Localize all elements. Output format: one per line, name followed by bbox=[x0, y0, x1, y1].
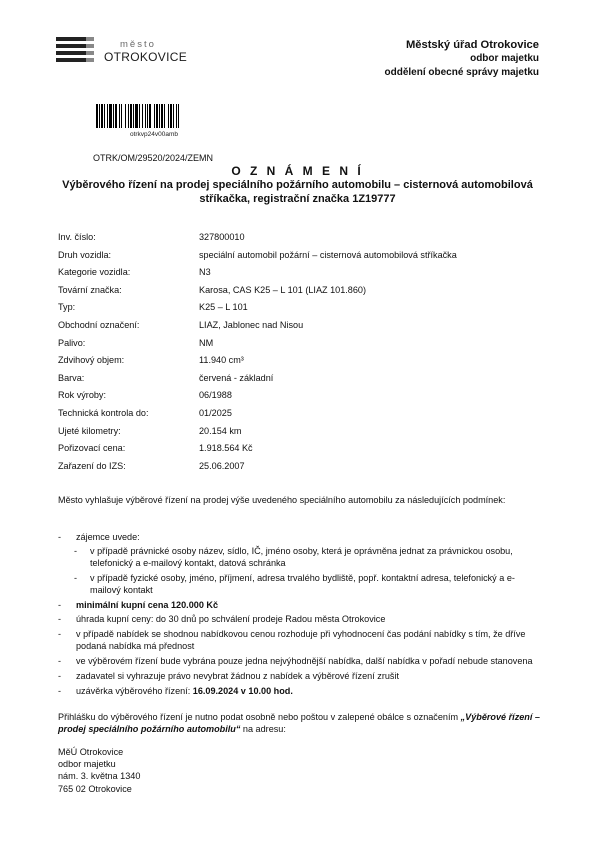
spec-label: Kategorie vozidla: bbox=[58, 267, 131, 278]
list-item: - minimální kupní cena 120.000 Kč bbox=[58, 599, 219, 610]
address-line-2: odbor majetku bbox=[58, 759, 116, 770]
spec-label: Barva: bbox=[58, 372, 85, 383]
spec-value: 25.06.2007 bbox=[199, 460, 245, 471]
barcode-text: otrkvp24v00amb bbox=[129, 131, 179, 138]
address-line-4: 765 02 Otrokovice bbox=[58, 783, 132, 794]
postal-address bbox=[58, 746, 140, 795]
list-item: - zájemce uvede: - v případě právnické osoby název, sídlo, IČ, jméno osoby, která je oprávněna jednat za právnickou osobu, telefonický a e-mailový kontakt, datová schránka - v případě fyzické osoby, jméno, příjmení, adresa trvalého bydliště, popř. kontaktní adresa, telefonický a e-mailový kontakt bbox=[58, 531, 540, 596]
address-line-3: nám. 3. května 1340 bbox=[58, 771, 141, 782]
document-subtitle: Výběrového řízení na prodej speciálního požárního automobilu – cisternová automobilová stříkačka, registrační značka 1Z19777 bbox=[62, 179, 533, 206]
department-name: odbor majetku bbox=[470, 53, 539, 64]
city-logo bbox=[56, 34, 188, 66]
condition-deadline: 16.09.2024 v 10.00 hod. bbox=[192, 685, 293, 696]
spec-label: Zařazení do IZS: bbox=[58, 460, 126, 471]
spec-value: 20.154 km bbox=[199, 425, 242, 436]
condition-deadline-prefix: uzávěrka výběrového řízení: bbox=[76, 685, 193, 696]
office-header bbox=[385, 38, 540, 79]
spec-label: Pořizovací cena: bbox=[58, 443, 126, 454]
condition-reserve-right: zadavatel si vyhrazuje právo nevybrat žádnou z nabídek a výběrové řízení zrušit bbox=[76, 671, 400, 681]
logo-mark-icon bbox=[56, 34, 102, 64]
conditions-list bbox=[58, 531, 540, 700]
spec-label: Inv. číslo: bbox=[58, 232, 96, 242]
condition-natural-person: v případě fyzické osoby, jméno, příjmení, adresa trvalého bydliště, popř. kontaktní adresa, telefonický a e-mailový kontakt bbox=[90, 572, 515, 595]
spec-label: Obchodní označení: bbox=[58, 319, 140, 330]
spec-label: Druh vozidla: bbox=[58, 249, 112, 260]
spec-value: speciální automobil požární – cisternová automobilová stříkačka bbox=[199, 249, 457, 260]
sub-list-item: - v případě fyzické osoby, jméno, příjmení, adresa trvalého bydliště, popř. kontaktní adresa, telefonický a e-mailový kontakt bbox=[74, 572, 515, 595]
spec-label: Rok výroby: bbox=[58, 390, 107, 401]
spec-value: N3 bbox=[199, 267, 211, 278]
reference-number: OTRK/OM/29520/2024/ZEMN bbox=[93, 153, 214, 163]
spec-value: Karosa, CAS K25 – L 101 (LIAZ 101.860) bbox=[199, 284, 366, 295]
envelope-marking: „Výběrové řízení – prodej speciálního požárního automobilu“ bbox=[58, 712, 540, 735]
condition-payment: úhrada kupní ceny: do 30 dnů po schválení prodeje Radou města Otrokovice bbox=[76, 614, 386, 625]
spec-label: Ujeté kilometry: bbox=[58, 425, 121, 436]
spec-label: Typ: bbox=[58, 302, 76, 313]
spec-label: Palivo: bbox=[58, 337, 86, 348]
intro-paragraph: Město vyhlašuje výběrové řízení na prodej výše uvedeného speciálního automobilu za následujících podmínek: bbox=[58, 495, 506, 505]
spec-value: LIAZ, Jablonec nad Nisou bbox=[199, 319, 304, 330]
section-name: oddělení obecné správy majetku bbox=[384, 66, 539, 78]
spec-value: NM bbox=[199, 337, 214, 348]
spec-value: 11.940 cm³ bbox=[199, 355, 244, 366]
condition-legal-person: v případě právnické osoby název, sídlo, IČ, jméno osoby, která je oprávněna jednat za právnickou osobu, telefonický a e-mailový kontakt, datová schránka bbox=[90, 546, 513, 569]
apply-suffix: na adresu: bbox=[240, 724, 286, 735]
spec-label: Zdvihový objem: bbox=[58, 355, 125, 366]
spec-value: 01/2025 bbox=[199, 407, 232, 418]
logo-big-text: OTROKOVICE bbox=[104, 50, 188, 64]
condition-one-offer: ve výběrovém řízení bude vybrána pouze jedna nejvýhodnější nabídka, další nabídka v pořadí nebude stanovena bbox=[76, 656, 533, 667]
spec-value: 327800010 bbox=[199, 232, 245, 242]
barcode bbox=[96, 104, 212, 128]
spec-value: K25 – L 101 bbox=[199, 302, 248, 313]
condition-interest: zájemce uvede: bbox=[76, 532, 140, 542]
list-item: - ve výběrovém řízení bude vybrána pouze jedna nejvýhodnější nabídka, další nabídka v pořadí nebude stanovena bbox=[58, 656, 533, 667]
spec-label: Tovární značka: bbox=[58, 284, 122, 295]
list-item: - úhrada kupní ceny: do 30 dnů po schválení prodeje Radou města Otrokovice bbox=[58, 614, 386, 625]
logo-small-text: město bbox=[120, 39, 156, 50]
application-paragraph bbox=[58, 711, 540, 736]
spec-value: 1.918.564 Kč bbox=[199, 443, 253, 454]
sub-list-item: - v případě právnické osoby název, sídlo, IČ, jméno osoby, která je oprávněna jednat za právnickou osobu, telefonický a e-mailový kontakt, datová schránka bbox=[74, 546, 513, 569]
list-item: - uzávěrka výběrového řízení: 16.09.2024 v 10.00 hod. bbox=[58, 685, 293, 696]
document-title: O Z N Á M E N Í bbox=[231, 164, 364, 178]
condition-equal-offers: v případě nabídek se shodnou nabídkovou cenou rozhoduje při vyhodnocení čas podání nabídky s tím, že dříve podaná nabídka má přednost bbox=[76, 629, 526, 652]
apply-text: Přihlášku do výběrového řízení je nutno podat osobně nebo poštou v zalepené obálce s označením bbox=[58, 712, 461, 722]
spec-label: Technická kontrola do: bbox=[58, 407, 149, 418]
address-line-1: MěÚ Otrokovice bbox=[58, 747, 124, 757]
list-item: - v případě nabídek se shodnou nabídkovou cenou rozhoduje při vyhodnocení čas podání nabídky s tím, že dříve podaná nabídka má přednost bbox=[58, 629, 526, 652]
condition-min-price: minimální kupní cena 120.000 Kč bbox=[76, 599, 219, 610]
spec-value: červená - základní bbox=[199, 372, 274, 383]
spec-value: 06/1988 bbox=[199, 390, 232, 401]
office-name: Městský úřad Otrokovice bbox=[405, 39, 539, 51]
list-item: - zadavatel si vyhrazuje právo nevybrat žádnou z nabídek a výběrové řízení zrušit bbox=[58, 671, 400, 681]
